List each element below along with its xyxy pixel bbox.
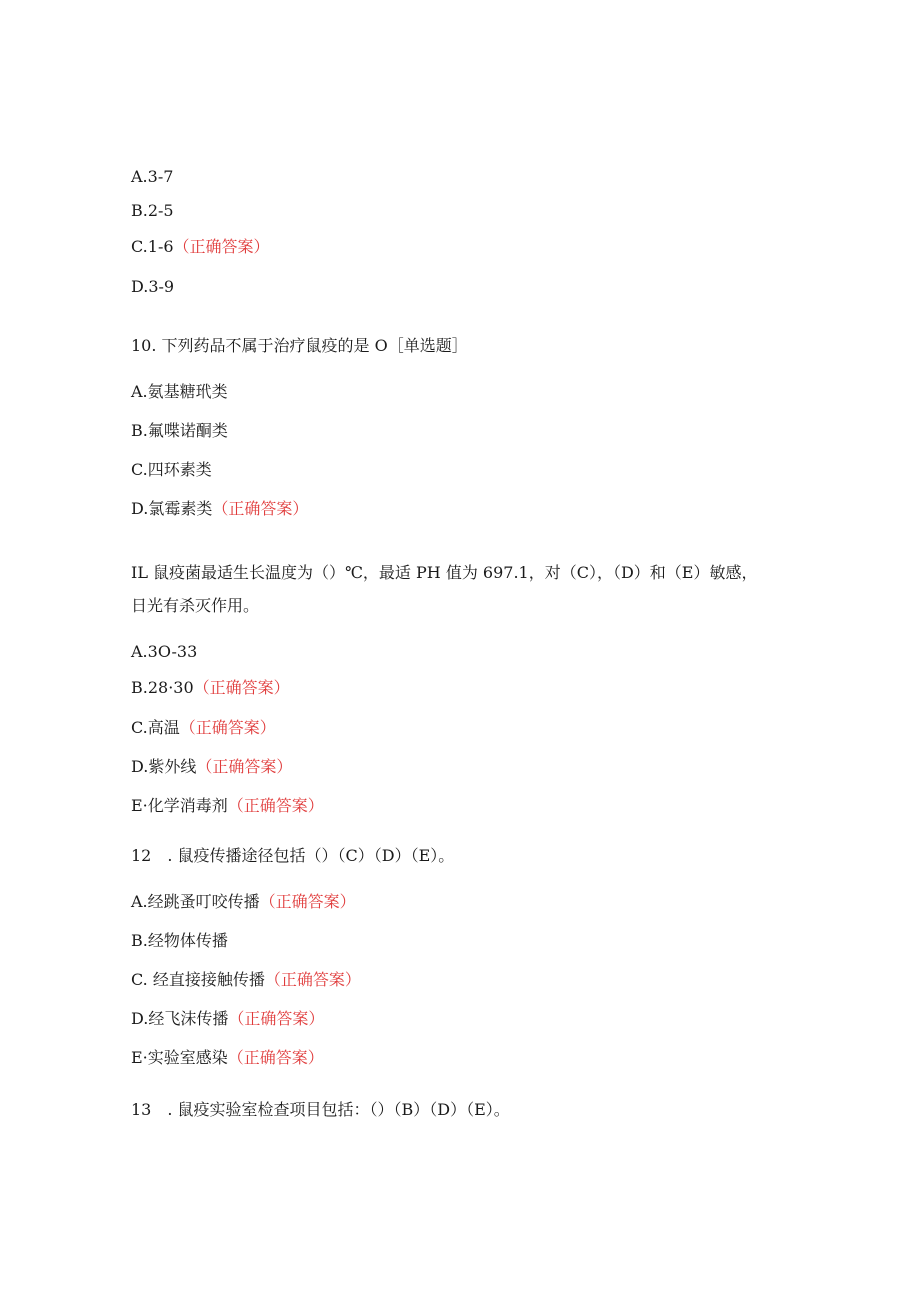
q11-option-e: E·化学消毒剂（正确答案）	[131, 796, 324, 815]
q12-option-b: B.经物体传播	[131, 931, 228, 950]
q12-option-e: E·实验室感染（正确答案）	[131, 1048, 324, 1067]
q9-option-a: A.3-7	[131, 167, 174, 186]
q9-option-b: B.2-5	[131, 201, 174, 220]
correct-answer-mark: （正确答案）	[179, 718, 276, 737]
q11-stem: IL 鼠疫菌最适生长温度为（）℃，最适 PH 值为 697.1，对（C），（D）和（E）敏感，日光有杀灭作用。	[131, 563, 758, 615]
q10-option-d: D.氯霉素类（正确答案）	[131, 499, 309, 518]
q10-option-a: A.氨基糖玳类	[131, 382, 228, 401]
correct-answer-mark: （正确答案）	[227, 1048, 324, 1067]
q11-option-b: B.28·30（正确答案）	[131, 678, 290, 697]
correct-answer-mark: （正确答案）	[173, 237, 270, 256]
q9-option-d: D.3-9	[131, 277, 175, 296]
q12-stem: 12 . 鼠疫传播途径包括（）（C）（D）（E）。	[131, 846, 455, 865]
correct-answer-mark: （正确答案）	[212, 499, 309, 518]
q13-stem: 13 . 鼠疫实验室检查项目包括：（）（B）（D）（E）。	[131, 1100, 510, 1119]
correct-answer-mark: （正确答案）	[227, 796, 324, 815]
q12-option-a: A.经跳蚤叮咬传播（正确答案）	[131, 892, 356, 911]
q10-stem: 10. 下列药品不属于治疗鼠疫的是 O［单选题］	[131, 336, 468, 355]
correct-answer-mark: （正确答案）	[193, 678, 290, 697]
q12-option-c: C. 经直接接触传播（正确答案）	[131, 970, 361, 989]
q12-option-d: D.经飞沫传播（正确答案）	[131, 1009, 325, 1028]
correct-answer-mark: （正确答案）	[196, 757, 293, 776]
correct-answer-mark: （正确答案）	[264, 970, 361, 989]
q9-option-c: C.1-6（正确答案）	[131, 237, 270, 256]
q11-option-a: A.3O-33	[131, 642, 198, 661]
q11-option-c: C.高温（正确答案）	[131, 718, 276, 737]
correct-answer-mark: （正确答案）	[259, 892, 356, 911]
q10-option-c: C.四环素类	[131, 460, 212, 479]
q10-option-b: B.氟喋诺酮类	[131, 421, 228, 440]
correct-answer-mark: （正确答案）	[228, 1009, 325, 1028]
q11-option-d: D.紫外线（正确答案）	[131, 757, 293, 776]
